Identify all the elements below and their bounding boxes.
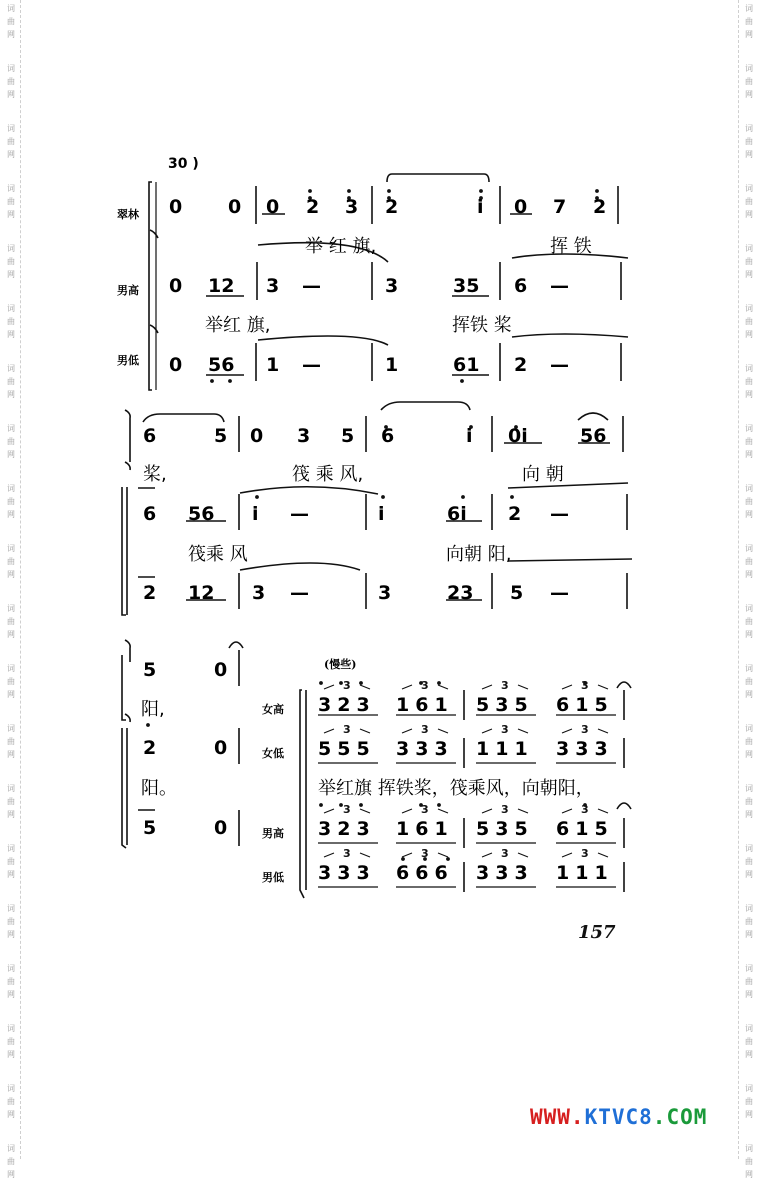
svg-text:向朝 阳,: 向朝 阳, [446,544,512,565]
notes-row [143,659,227,839]
octave-dot [437,681,441,685]
svg-text:挥铁 桨: 挥铁 桨 [452,315,512,336]
watermark-text: 词曲网 [745,124,753,159]
part-label: 翠林 [117,208,139,221]
svg-text:—: — [290,582,309,604]
octave-dot [308,189,312,193]
svg-text:筏乘 风: 筏乘 风 [188,544,248,565]
svg-text:6: 6 [143,503,157,525]
svg-text:0: 0 [214,817,228,839]
svg-text:—: — [302,275,321,297]
octave-dot [359,681,363,685]
lyrics-row [205,314,512,336]
svg-text:0: 0 [169,196,183,218]
watermark-text: 词曲网 [745,244,753,279]
lyrics-row: 举红旗 挥铁桨，筏乘风，向朝阳， [318,778,594,799]
svg-text:35: 35 [453,275,480,297]
lyrics-row [188,544,511,565]
svg-text:0: 0 [169,354,183,376]
svg-text:挥 铁: 挥 铁 [550,236,592,257]
triplet-note-group: 323 [318,818,376,840]
octave-dot [437,803,441,807]
triplet-number: 3 [581,803,589,816]
svg-text:6i: 6i [447,503,467,525]
watermark-text: 词曲网 [7,1084,15,1119]
part-label: 男低 [117,354,139,367]
watermark-text: 词曲网 [7,904,15,939]
svg-text:23: 23 [447,582,474,604]
watermark-text: 词曲网 [745,964,753,999]
svg-text:桨,: 桨, [143,464,167,485]
octave-dot [595,189,599,193]
triplet-number: 3 [421,803,429,816]
svg-text:0: 0 [214,659,228,681]
watermark-text: 词曲网 [7,544,15,579]
svg-text:阳,: 阳, [141,699,165,720]
notes-row [169,196,606,218]
svg-text:5: 5 [214,425,228,447]
octave-dot [446,857,450,861]
part-label: 女低 [262,747,284,760]
svg-text:12: 12 [208,275,235,297]
triplet-note-group: 161 [396,818,454,840]
triplet-note-group: 323 [318,694,376,716]
watermark-text: 词曲网 [7,124,15,159]
watermark-text: 词曲网 [7,424,15,459]
triplet-note-group: 555 [318,738,376,760]
octave-dot [228,379,232,383]
triplet-number: 3 [501,847,509,860]
svg-text:12: 12 [188,582,215,604]
part-label: 男高 [117,284,139,297]
svg-text:—: — [550,354,569,376]
rehearsal-mark: 30 ) [168,156,199,172]
svg-text:阳。: 阳。 [141,778,177,799]
svg-text:0i: 0i [508,425,528,447]
tempo-mark: (慢些) [324,658,357,671]
triplet-number: 3 [343,803,351,816]
watermark-text: 词曲网 [745,544,753,579]
octave-dot [510,495,514,499]
svg-text:56: 56 [208,354,235,376]
octave-dot [347,189,351,193]
watermark-text: 词曲网 [745,784,753,819]
triplet-number: 3 [343,847,351,860]
triplet-number: 3 [501,723,509,736]
page-number: 157 [578,922,616,943]
svg-text:6: 6 [143,425,157,447]
watermark-text: 词曲网 [745,844,753,879]
octave-dot [359,803,363,807]
watermark-text: 词曲网 [745,184,753,219]
triplet-number: 3 [343,679,351,692]
svg-text:0: 0 [266,196,280,218]
triplet-number: 3 [581,723,589,736]
svg-text:61: 61 [453,354,480,376]
octave-dot [460,379,464,383]
svg-text:—: — [550,275,569,297]
svg-text:—: — [550,582,569,604]
watermark-text: 词曲网 [745,664,753,699]
svg-text:0: 0 [514,196,528,218]
octave-dot [381,495,385,499]
octave-dot [210,379,214,383]
triplet-number: 3 [501,803,509,816]
triplet-note-group: 535 [476,694,534,716]
octave-dot [146,723,150,727]
watermark-text: 词曲网 [7,64,15,99]
triplet-number: 3 [421,847,429,860]
triplet-note-group: 333 [396,738,454,760]
watermark-text: 词曲网 [745,64,753,99]
watermark-text: 词曲网 [7,1144,15,1179]
svg-text:筏 乘 风,: 筏 乘 风, [292,464,364,485]
site-logo: WWW.KTVC8.COM [530,1105,708,1129]
svg-text:i: i [477,196,484,218]
octave-dot [387,189,391,193]
watermark-text: 词曲网 [7,664,15,699]
svg-text:56: 56 [188,503,215,525]
svg-text:3: 3 [297,425,311,447]
watermark-text: 词曲网 [745,484,753,519]
svg-text:5: 5 [341,425,355,447]
notes-row [169,275,569,297]
svg-text:2: 2 [508,503,522,525]
svg-text:3: 3 [385,275,399,297]
triplet-number: 3 [501,679,509,692]
watermark-text: 词曲网 [745,1144,753,1179]
triplet-number: 3 [581,679,589,692]
svg-text:—: — [290,503,309,525]
notes-row [143,503,569,525]
watermark-text: 词曲网 [745,364,753,399]
svg-text:0: 0 [250,425,264,447]
watermark-text: 词曲网 [745,304,753,339]
watermark-text: 词曲网 [7,4,15,39]
svg-text:2: 2 [306,196,320,218]
triplet-note-group: 111 [476,738,534,760]
svg-text:—: — [550,503,569,525]
watermark-text: 词曲网 [7,604,15,639]
svg-text:举 红 旗,: 举 红 旗, [305,236,377,257]
notes-row [143,582,569,604]
watermark-text: 词曲网 [745,904,753,939]
triplet-note-group: 333 [476,862,534,884]
watermark-text: 词曲网 [7,184,15,219]
watermark-text: 词曲网 [7,844,15,879]
watermark-text: 词曲网 [745,604,753,639]
watermark-text: 词曲网 [7,304,15,339]
triplet-note-group: 333 [556,738,614,760]
svg-text:56: 56 [580,425,607,447]
triplet-note-group: 666 [396,862,454,884]
svg-text:0: 0 [169,275,183,297]
svg-text:7: 7 [553,196,567,218]
svg-text:i: i [466,425,473,447]
triplet-note-group: 535 [476,818,534,840]
svg-text:3: 3 [252,582,266,604]
octave-dot [479,189,483,193]
lyrics-row [143,464,564,485]
part-label: 女高 [262,703,284,716]
triplet-note-group: 111 [556,862,614,884]
triplet-number: 3 [421,723,429,736]
watermark-text: 词曲网 [7,784,15,819]
watermark-text: 词曲网 [745,1024,753,1059]
watermark-text: 词曲网 [7,484,15,519]
svg-text:0: 0 [214,737,228,759]
svg-text:i: i [252,503,259,525]
svg-text:i: i [378,503,385,525]
svg-text:3: 3 [266,275,280,297]
watermark-text: 词曲网 [7,364,15,399]
watermark-text: 词曲网 [7,1024,15,1059]
triplet-number: 3 [421,679,429,692]
triplet-note-group: 333 [318,862,376,884]
svg-text:6: 6 [514,275,528,297]
svg-text:2: 2 [385,196,399,218]
svg-text:2: 2 [514,354,528,376]
octave-dot [255,495,259,499]
svg-text:5: 5 [510,582,524,604]
svg-text:1: 1 [266,354,280,376]
svg-text:2: 2 [143,737,157,759]
svg-text:2: 2 [143,582,157,604]
svg-text:向 朝: 向 朝 [522,464,564,485]
octave-dot [461,495,465,499]
svg-text:—: — [302,354,321,376]
svg-text:1: 1 [385,354,399,376]
watermark-text: 词曲网 [745,724,753,759]
octave-dot [319,681,323,685]
svg-text:3: 3 [345,196,359,218]
svg-text:6: 6 [381,425,395,447]
notes-row [169,354,569,376]
svg-text:3: 3 [378,582,392,604]
svg-text:举红 旗,: 举红 旗, [205,315,271,336]
part-label: 男低 [262,871,284,884]
octave-dot [319,803,323,807]
svg-text:5: 5 [143,817,157,839]
triplet-note-group: 161 [396,694,454,716]
watermark-text: 词曲网 [7,244,15,279]
octave-dot [401,857,405,861]
svg-text:2: 2 [593,196,607,218]
triplet-note-group: 615 [556,818,614,840]
triplet-number: 3 [343,723,351,736]
watermark-text: 词曲网 [7,724,15,759]
triplet-note-group: 615 [556,694,614,716]
watermark-text: 词曲网 [7,964,15,999]
part-label: 男高 [262,827,284,840]
svg-text:0: 0 [228,196,242,218]
triplet-number: 3 [581,847,589,860]
watermark-text: 词曲网 [745,1084,753,1119]
watermark-text: 词曲网 [745,424,753,459]
watermark-text: 词曲网 [745,4,753,39]
svg-text:5: 5 [143,659,157,681]
